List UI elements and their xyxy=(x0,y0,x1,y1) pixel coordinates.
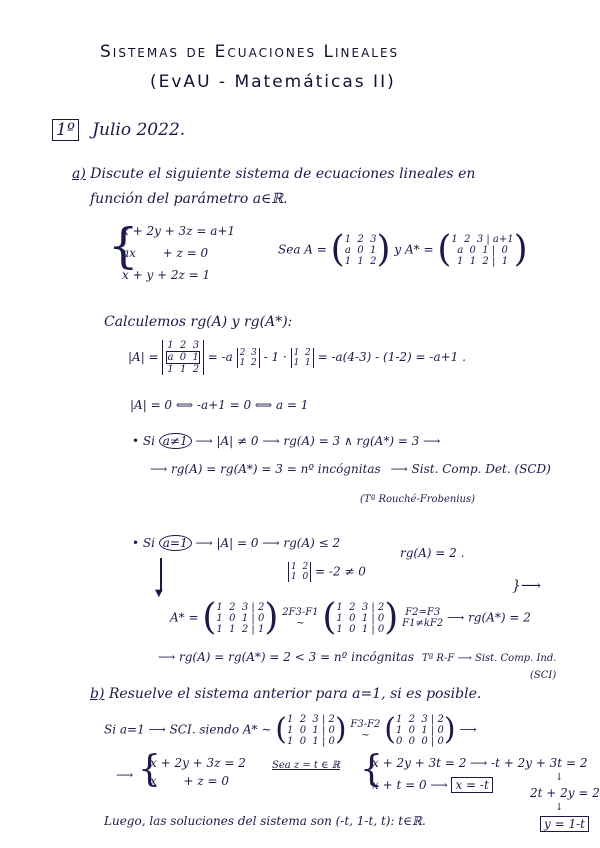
system-brace: { xyxy=(108,218,139,274)
case-1-line-2 xyxy=(150,462,551,476)
paren-close: ) xyxy=(376,229,391,270)
b-matrix-1 xyxy=(287,714,335,747)
part-b-label: b) xyxy=(90,686,105,702)
case-2-minor-row: 1 0 xyxy=(291,572,309,582)
row-op-2 xyxy=(402,607,443,629)
y-label: y A* = xyxy=(394,242,434,257)
b-matrix-2-row: 0 0 0 | 0 xyxy=(395,735,444,747)
minus-one: - 1 · xyxy=(263,350,287,364)
b-row-op-label: F3-F2 xyxy=(350,719,381,730)
matrix-definitions xyxy=(278,229,528,270)
case-2-sci: (SCI) xyxy=(530,670,557,681)
case-2-line-1 xyxy=(132,536,340,550)
a-star-case-2-row: 1 0 1 | 0 xyxy=(216,612,265,624)
a-star-case-2b-row: 1 0 1 | 0 xyxy=(336,612,385,624)
a-star-case-2b-matrix xyxy=(336,602,384,635)
row-op-1 xyxy=(282,607,318,629)
a-star-case-2-matrix xyxy=(216,602,264,635)
det-a-row: a 0 1 xyxy=(167,352,199,363)
row-op-2-top: F2=F3 xyxy=(405,607,441,618)
part-b-statement: Resuelve el sistema anterior para a=1, si es posible. xyxy=(108,686,482,702)
row-op-2-bottom: F1≠kF2 xyxy=(402,618,444,629)
b-system-eq-1: x + 2y + 3z = 2 xyxy=(150,756,246,770)
paren-open: ( xyxy=(437,229,452,270)
det-a-row: 1 2 3 xyxy=(167,340,200,351)
matrix-a-star-row: 1 1 2 | 1 xyxy=(456,255,509,267)
case-2-condition: a=1 xyxy=(159,535,192,551)
b-matrix-1-row: 1 0 1 | 0 xyxy=(286,724,335,736)
b-y-result: y = 1-t xyxy=(540,816,589,832)
case-2-conclusion: ⟶ rg(A) = rg(A*) = 2 < 3 = nº incógnitas xyxy=(158,650,414,664)
minor-2 xyxy=(291,348,314,368)
system-eq-1: x + 2y + 3z = a+1 xyxy=(122,224,236,238)
paren-close: ) xyxy=(384,597,399,638)
title-line-2: (EvAU - Matemáticas II) xyxy=(150,72,396,92)
paren-close: ) xyxy=(334,712,347,747)
row-op-1-label: 2F3-F1 xyxy=(282,607,319,618)
part-b-line-1 xyxy=(104,712,477,748)
part-a-statement-1: Discute el siguiente sistema de ecuaciones lineales en xyxy=(90,166,476,182)
case-1-arrow-text: ⟶ Sist. Comp. Det. (SCD) xyxy=(390,462,551,476)
section-number: 1º xyxy=(52,119,79,141)
matrix-a-star xyxy=(451,234,513,267)
paren-close: ) xyxy=(443,712,456,747)
case-2-minor xyxy=(288,562,311,582)
matrix-a-star-row: 1 2 3 | a+1 xyxy=(451,233,514,245)
b-substitution: ⟶ -t + 2y + 3t = 2 xyxy=(470,756,588,770)
b-step: 2t + 2y = 2 xyxy=(530,786,600,800)
minor-1-row: 2 3 xyxy=(239,347,257,358)
paren-open: ( xyxy=(322,597,337,638)
b-x-result: x = -t xyxy=(451,777,492,793)
case-2-down-arrow-head: ▼ xyxy=(155,588,163,599)
b-system-2-eq-2-text: x + t = 0 xyxy=(372,778,427,792)
case-2-conclusion-line xyxy=(158,650,556,664)
b-system-2-eq-2 xyxy=(372,778,493,792)
case-1-theorem: (Tª Rouché-Frobenius) xyxy=(360,494,475,505)
matrix-a xyxy=(345,234,377,267)
case-2-brace-arrow: }⟶ xyxy=(512,578,541,594)
a-star-case-2b-row: 1 0 1 | 0 xyxy=(336,623,385,635)
system-eq-3: x + y + 2z = 1 xyxy=(122,268,211,282)
case-2-rest: ⟶ |A| = 0 ⟶ rg(A) ≤ 2 xyxy=(195,536,341,550)
b-down-arrow-1: ↓ xyxy=(555,772,564,783)
det-a-expansion: = -a xyxy=(207,350,233,364)
b-matrix-1-row: 1 2 3 | 2 xyxy=(286,713,335,725)
paren-open: ( xyxy=(275,712,287,747)
a-star-label: A* = xyxy=(170,610,199,625)
conclusion: Luego, las soluciones del sistema son (-t, 1-t, t): t∈ℝ. xyxy=(104,814,426,828)
b-system-eq-2: x + z = 0 xyxy=(150,774,229,788)
b-system-2-brace: { xyxy=(360,749,383,790)
b-arrow-left: ⟶ xyxy=(116,768,134,782)
a-star-case-2-row: 1 1 2 | 1 xyxy=(216,623,265,635)
det-a-result: = -a(4-3) - (1-2) = -a+1 . xyxy=(317,350,466,364)
b-x-arrow: ⟶ xyxy=(430,778,448,792)
part-b-si: Si a=1 xyxy=(104,722,145,737)
b-row-op xyxy=(350,719,380,741)
b-matrix-2-row: 1 2 3 | 2 xyxy=(395,713,444,725)
matrix-a-star-row: a 0 1 | 0 xyxy=(457,244,508,256)
part-b-sci: ⟶ SCI. siendo A* ∼ xyxy=(148,722,272,737)
b-matrix-2 xyxy=(396,714,444,747)
paren-open: ( xyxy=(384,712,396,747)
minor-1 xyxy=(237,348,260,368)
case-2-si: • Si xyxy=(132,536,155,550)
paren-open: ( xyxy=(330,229,345,270)
sea-label: Sea A = xyxy=(278,242,327,257)
case-2-rank-label: rg(A) = 2 . xyxy=(400,546,465,560)
matrix-a-row: a 0 1 xyxy=(344,244,377,256)
case-1-conclusion: ⟶ rg(A) = rg(A*) = 3 = nº incógnitas xyxy=(150,462,381,476)
a-star-case-2-row: 1 2 3 | 2 xyxy=(216,601,265,613)
matrix-a-row: 1 2 3 xyxy=(344,233,377,245)
title-line-1: Sistemas de Ecuaciones Lineales xyxy=(100,42,400,62)
b-system-brace: { xyxy=(138,749,161,790)
section-title: Julio 2022. xyxy=(92,120,186,140)
case-2-down-arrow xyxy=(160,558,162,592)
a-star-case-2-line xyxy=(170,597,531,638)
det-a-label: |A| = xyxy=(128,350,159,364)
zero-condition: |A| = 0 ⟺ -a+1 = 0 ⟺ a = 1 xyxy=(130,398,309,412)
case-1-condition: a≠1 xyxy=(159,433,192,449)
b-sea-z: Sea z = t ∈ ℝ xyxy=(272,760,341,771)
paren-open: ( xyxy=(202,597,217,638)
b-matrix-2-row: 1 0 1 | 0 xyxy=(395,724,444,736)
b-matrix-1-row: 1 0 1 | 0 xyxy=(286,735,335,747)
case-2-conclusion-arrow: Tª R-F ⟶ Sist. Comp. Ind. xyxy=(421,653,557,664)
row-op-1-sim: ∼ xyxy=(296,618,305,629)
case-1-line-1 xyxy=(132,434,440,448)
minor-1-row: 1 2 xyxy=(239,357,257,368)
det-a-row: 1 1 2 xyxy=(167,364,200,375)
section-header xyxy=(52,120,185,140)
b-system-2-eq-1: x + 2y + 3t = 2 xyxy=(372,756,467,770)
rank-a-star: ⟶ rg(A*) = 2 xyxy=(447,610,531,625)
paren-close: ) xyxy=(264,597,279,638)
part-a-text-1 xyxy=(72,166,475,182)
part-a-label: a) xyxy=(72,166,86,182)
minor-2-row: 1 2 xyxy=(293,347,311,358)
b-down-arrow-2: ↓ xyxy=(555,802,564,813)
system-eq-2: ax + z = 0 xyxy=(122,246,209,260)
a-star-case-2b-row: 1 2 3 | 2 xyxy=(336,601,385,613)
calc-text: Calculemos rg(A) y rg(A*): xyxy=(104,314,293,330)
det-a-matrix xyxy=(162,340,203,375)
case-2-minor-value: = -2 ≠ 0 xyxy=(315,564,366,579)
case-1-si: • Si xyxy=(132,434,155,448)
det-a-line xyxy=(128,340,466,375)
case-1-rest: ⟶ |A| ≠ 0 ⟶ rg(A) = 3 ∧ rg(A*) = 3 ⟶ xyxy=(195,434,441,448)
b-row-op-sim: ∼ xyxy=(361,730,370,741)
minor-2-row: 1 1 xyxy=(293,357,311,368)
case-2-minor-row: 1 2 xyxy=(291,562,309,572)
part-a-text-2: función del parámetro a∈ℝ. xyxy=(90,191,288,207)
b-arrow: ⟶ xyxy=(459,722,477,737)
part-b-header xyxy=(90,686,481,702)
paren-close: ) xyxy=(513,229,528,270)
matrix-a-row: 1 1 2 xyxy=(344,255,377,267)
case-2-minor-line xyxy=(288,562,366,582)
